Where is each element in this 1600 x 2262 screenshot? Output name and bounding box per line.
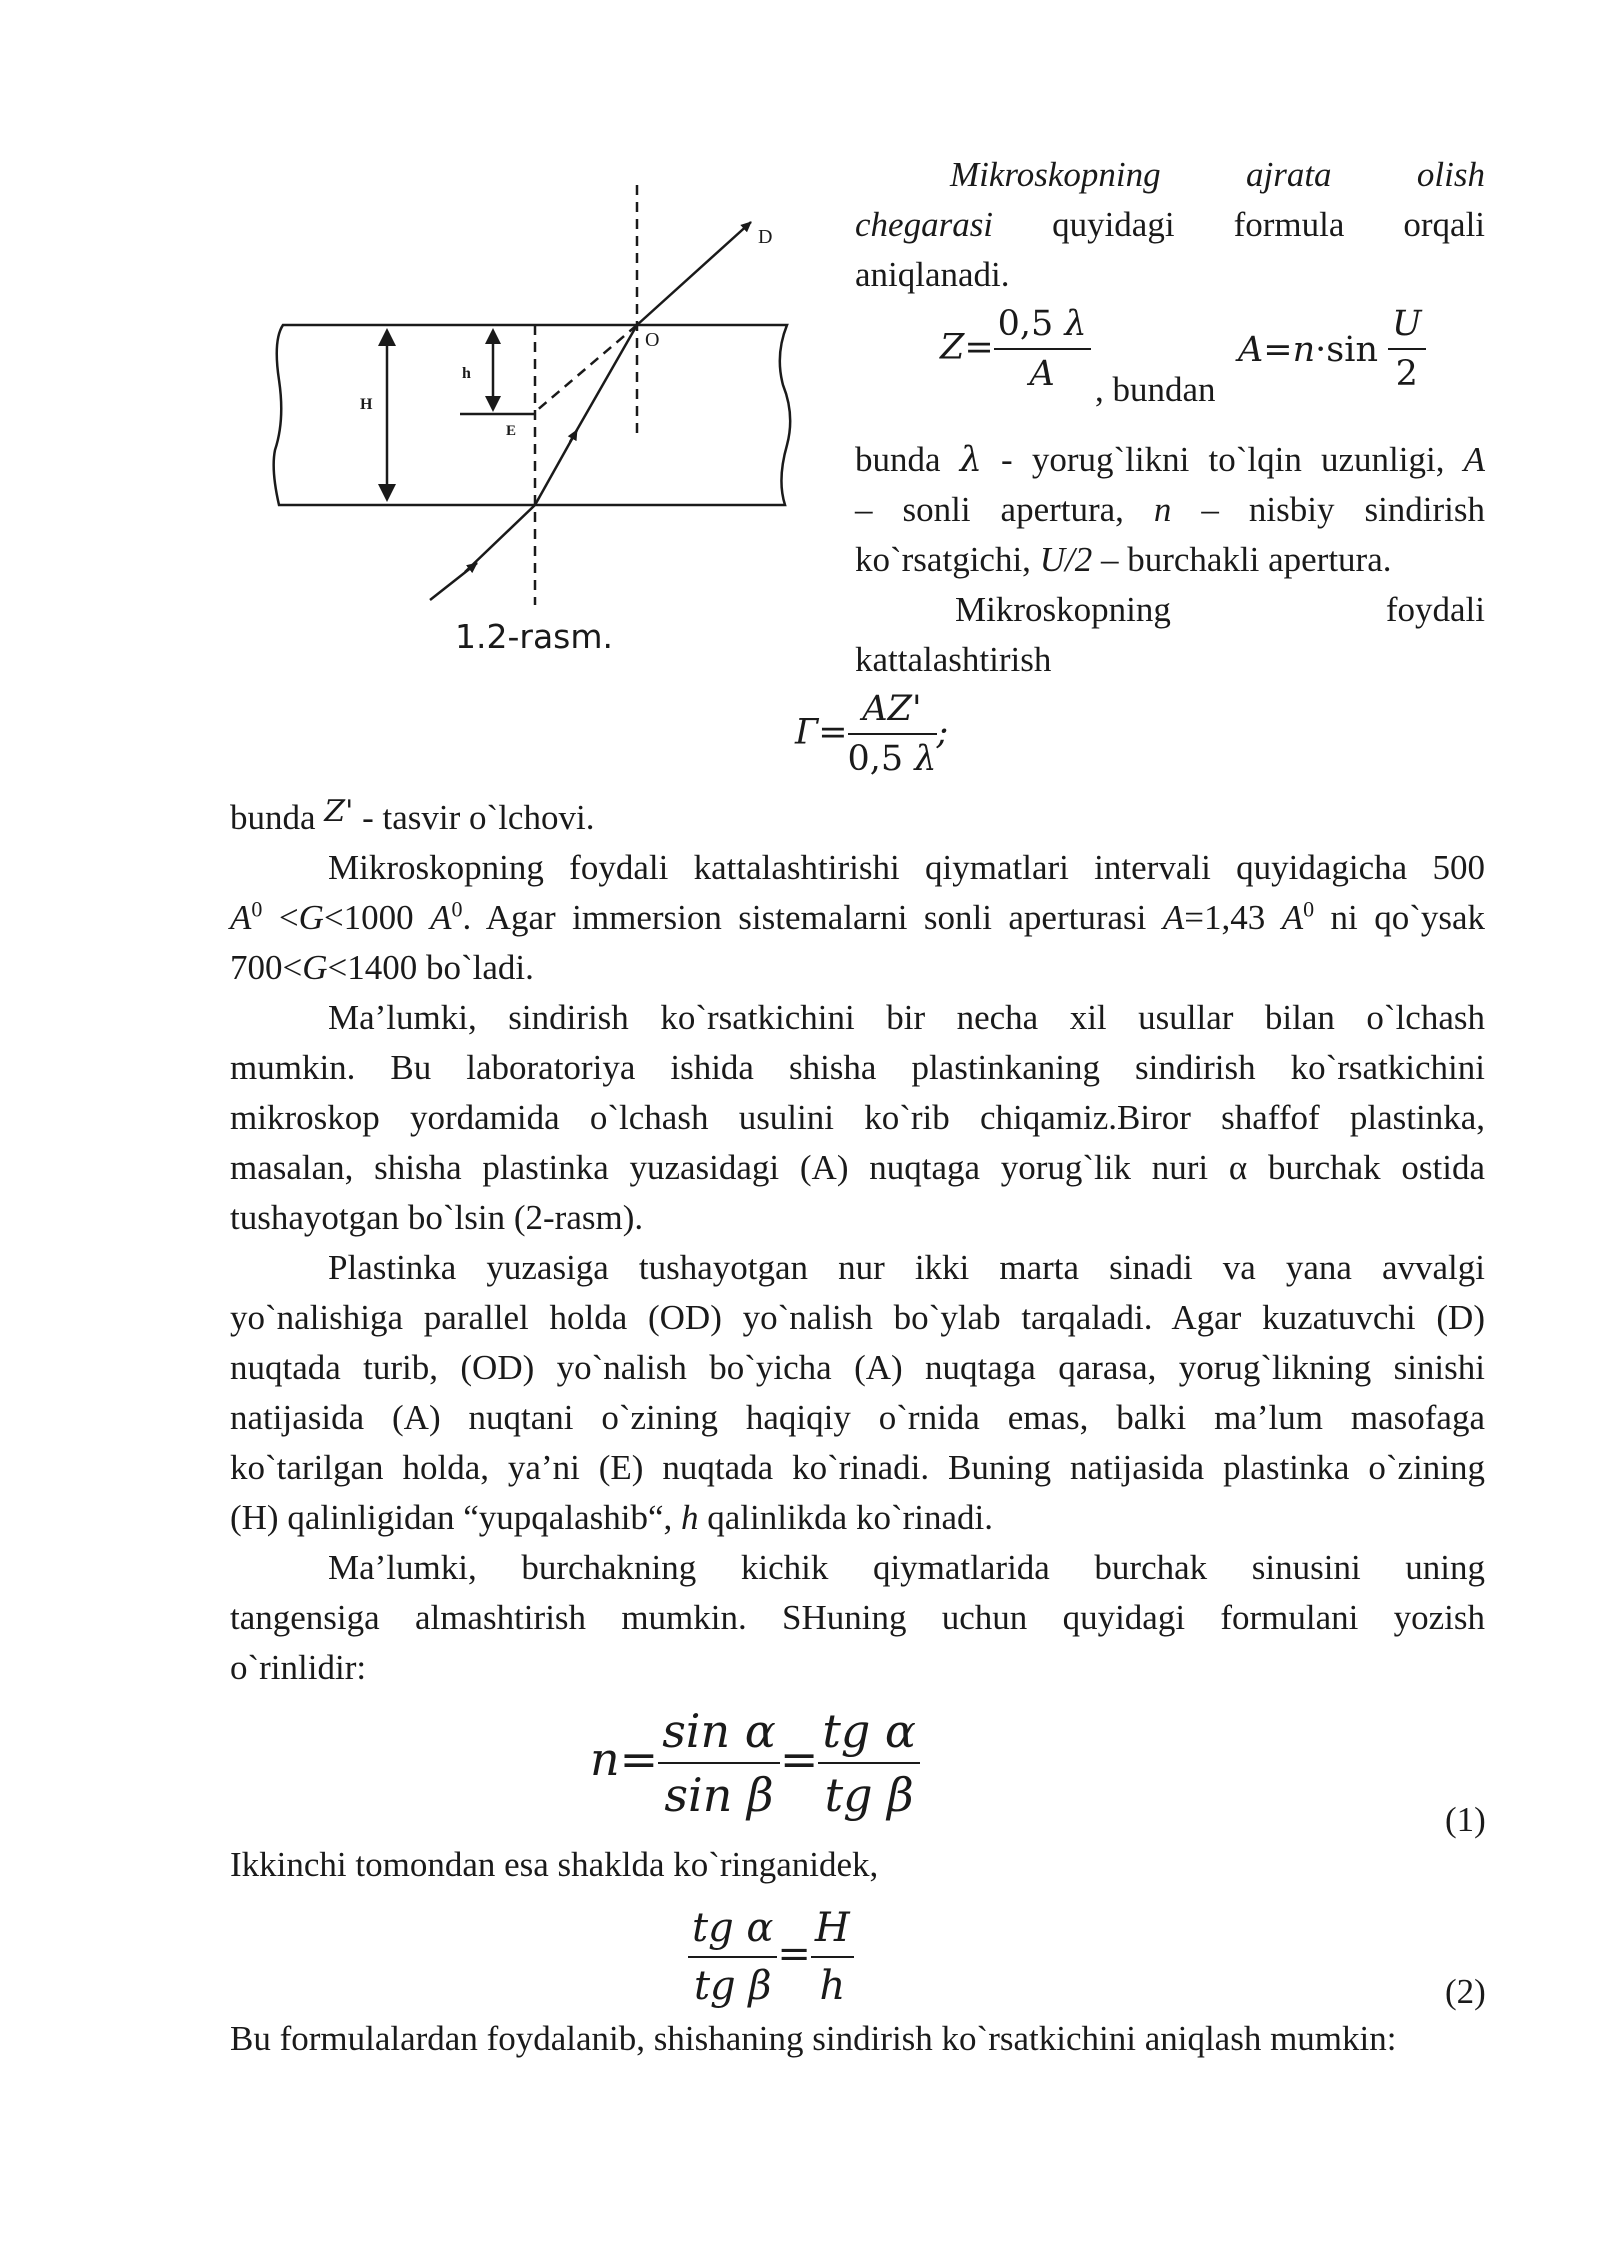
p4-line-1: Ma’lumki, burchakning kichik qiymatlarida burchak sinusini uning (328, 1548, 1485, 1587)
after-equation-1: Ikkinchi tomondan esa shaklda ko`ringanidek, (230, 1845, 879, 1884)
intro-line-1: Mikroskopning ajrata olish (950, 155, 1485, 194)
defs-line-1: bunda λ - yorug`likni to`lqin uzunligi, A (855, 440, 1485, 480)
formula-g: Г= $\frac{AZ'}{0,5 \lambda}$ ; (795, 685, 948, 783)
p3-line-6: (H) qalinligidan “yupqalashib“, h qalinlikda ko`rinadi. (230, 1498, 993, 1537)
defs-line-3: ko`rsatgichi, U/2 – burchakli apertura. (855, 540, 1392, 579)
p2-line-2: mumkin. Bu laboratoriya ishida shisha plastinkaning sindirish ko`rsatkichini (230, 1048, 1485, 1087)
p2-line-5: tushayotgan bo`lsin (2-rasm). (230, 1198, 644, 1237)
label-o: O (645, 329, 660, 351)
closing-line: Bu formulalardan foydalanib, shishaning sindirish ko`rsatkichini aniqlash mumkin: (230, 2019, 1397, 2058)
formula-z-sep: , bundan (1095, 370, 1216, 409)
p3-line-1: Plastinka yuzasiga tushayotgan nur ikki marta sinadi va yana avvalgi (328, 1248, 1485, 1287)
figure-caption: 1.2-rasm. (455, 617, 614, 650)
p3-line-4: natijasida (A) nuqtani o`zining haqiqiy o`rnida emas, balki ma’lum masofaga (230, 1398, 1485, 1437)
apparent-ray (535, 325, 637, 412)
label-e: E (506, 423, 517, 439)
p1-line-3: 700<G<1400 bo`ladi. (230, 948, 534, 987)
intro-line-3: aniqlanadi. (855, 255, 1010, 294)
p3-line-3: nuqtada turib, (OD) yo`nalish bo`yicha (A) nuqtaga qarasa, yorug`likning sinishi (230, 1348, 1485, 1387)
equation-1: n= $\frac{\text{sin α}}{\text{sin β}}$ = $\frac{\text{tg α}}{\text{tg β}}$ (590, 1700, 920, 1826)
equation-1-number: (1) (1445, 1800, 1486, 1839)
p2-line-3: mikroskop yordamida o`lchash usulini ko`rib chiqamiz.Biror shaffof plastinka, (230, 1098, 1485, 1137)
equation-2: $\frac{\text{tg α}}{\text{tg β}}$ = $\frac{H}{h}$ (688, 1900, 854, 2014)
emergent-ray-od (637, 222, 751, 325)
label-h-big: H (360, 396, 373, 413)
zprime-definition: bunda Z' - tasvir o`lchovi. (230, 794, 595, 837)
p2-line-4: masalan, shisha plastinka yuzasidagi (A) nuqtaga yorug`lik nuri α burchak ostida (230, 1148, 1485, 1187)
intro-line-2: chegarasi quyidagi formula orqali (855, 205, 1486, 244)
p2-line-1: Ma’lumki, sindirish ko`rsatkichini bir necha xil usullar bilan o`lchash (328, 998, 1485, 1037)
p3-line-5: ko`tarilgan holda, ya’ni (E) nuqtada ko`rinadi. Buning natijasida plastinka o`zining (230, 1448, 1485, 1487)
p1-line-2: $A^0 <G<1000$ $A^0$. Agar immersion sistemalarni sonli aperturasi A=1,43 $A^0$ ni qo`ysak (230, 896, 1486, 937)
p3-line-2: yo`nalishiga parallel holda (OD) yo`nalish bo`ylab tarqaladi. Agar kuzatuvchi (D) (230, 1298, 1485, 1337)
p1-line-1: Mikroskopning foydali kattalashtirishi qiymatlari intervali quyidagicha 500 (328, 848, 1485, 887)
useful-line-2: kattalashtirish (855, 640, 1052, 679)
label-d: D (758, 226, 773, 248)
formula-z: Z= $\frac{0,5 \lambda}{A}$ (940, 300, 1091, 398)
defs-line-2: – sonli apertura, n – nisbiy sindirish (855, 490, 1486, 529)
formula-aperture: A=n·sin $\frac{U}{2}$ (1238, 300, 1426, 398)
refraction-figure (265, 180, 805, 650)
p4-line-3: o`rinlidir: (230, 1648, 367, 1687)
equation-2-number: (2) (1445, 1972, 1486, 2011)
label-h-small: h (462, 365, 471, 382)
useful-line-1: Mikroskopning foydali (955, 590, 1485, 629)
p4-line-2: tangensiga almashtirish mumkin. SHuning uchun quyidagi formulani yozish (230, 1598, 1485, 1637)
